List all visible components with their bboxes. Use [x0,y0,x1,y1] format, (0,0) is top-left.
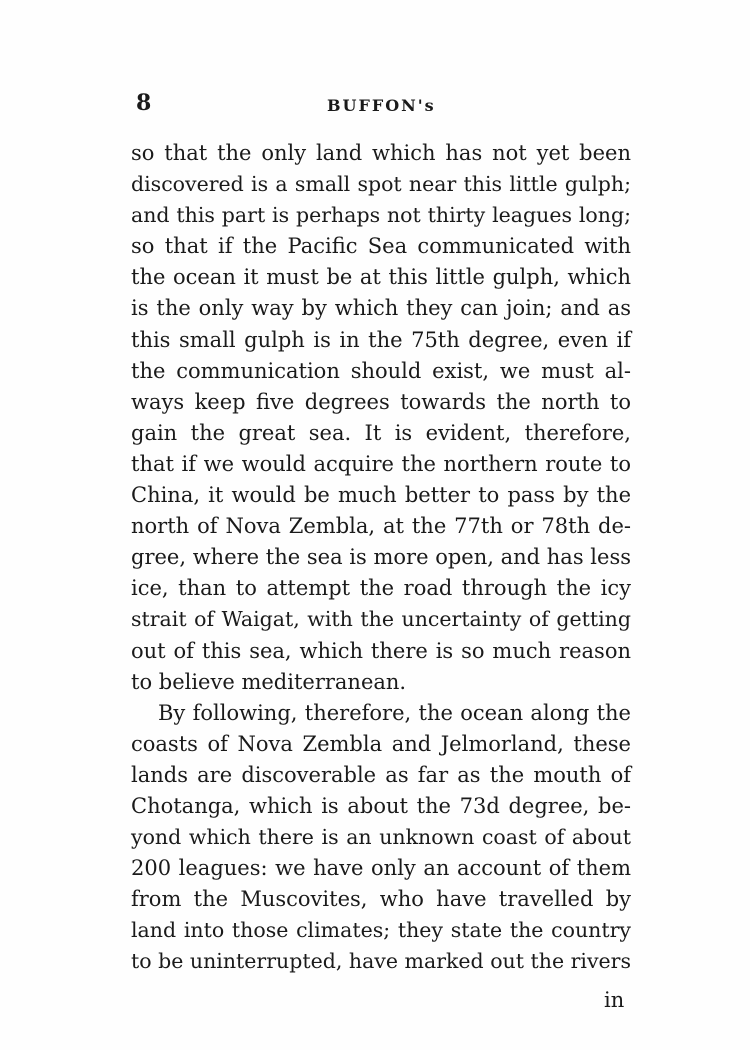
text-line: gain the great sea. It is evident, therefore, [131,420,631,445]
text-line: the ocean it must be at this little gulph, which [131,265,631,290]
page-header [132,92,632,122]
text-line: land into those climates; they state the country [131,918,631,943]
text-line: gree, where the sea is more open, and has less [131,545,631,570]
body-text [131,138,631,978]
text-line: Chotanga, which is about the 73d degree, be- [131,793,631,818]
text-line: is the only way by which they can join; and as [131,296,631,321]
text-line: so that the only land which has not yet been [131,141,631,165]
text-line: yond which there is an unknown coast of about [131,825,631,850]
text-line: out of this sea, which there is so much reason [131,638,631,663]
text-line: lands are discoverable as far as the mouth of [131,762,631,787]
paragraph [131,698,631,978]
text-line: from the Muscovites, who have travelled by [131,887,631,912]
text-line: ice, than to attempt the road through the icy [131,576,631,601]
running-head: BUFFON's [327,96,436,115]
text-line: strait of Waigat, with the uncertainty of getting [131,607,631,632]
page-number: 8 [136,90,152,116]
text-line: By following, therefore, the ocean along the [158,700,631,725]
text-line: ways keep five degrees towards the north to [131,389,631,414]
text-line: to be uninterrupted, have marked out the rivers [131,949,631,974]
paragraph [131,138,631,698]
text-line: that if we would acquire the northern route to [131,451,631,476]
text-line: China, it would be much better to pass by the [131,483,631,508]
text-line: discovered is a small spot near this little gulph; [131,172,631,197]
text-line: north of Nova Zembla, at the 77th or 78th de- [131,514,631,539]
text-line: to believe mediterranean. [131,669,407,694]
text-line: and this part is perhaps not thirty leagues long; [131,203,631,228]
text-line: 200 leagues: we have only an account of them [131,856,631,881]
text-line: coasts of Nova Zembla and Jelmorland, these [131,731,631,756]
text-line: this small gulph is in the 75th degree, even if [131,327,631,352]
text-line: so that if the Pacific Sea communicated with [131,234,631,259]
text-line: the communication should exist, we must al- [131,358,631,383]
catchword: in [604,988,625,1012]
